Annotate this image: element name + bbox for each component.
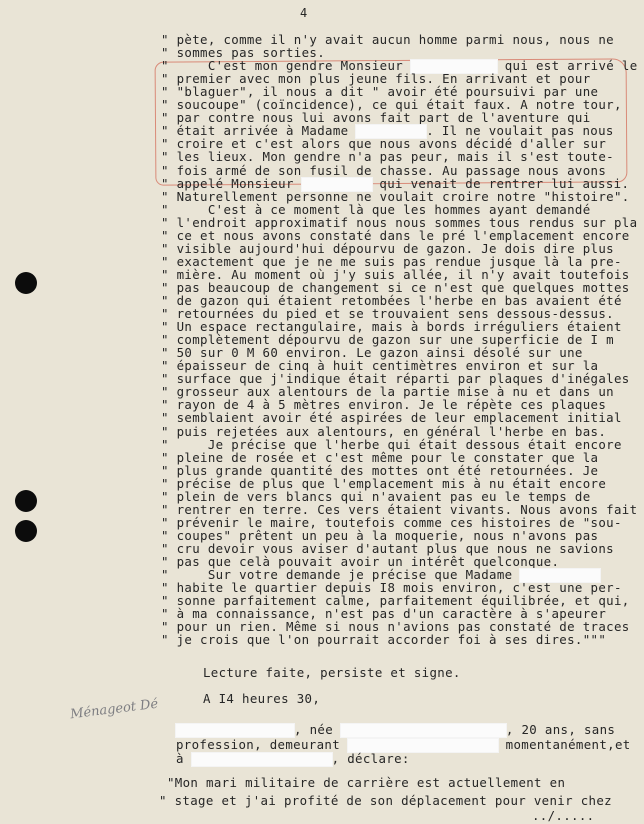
text-line: " sommes pas sorties. [161,45,326,61]
binder-hole-icon [15,520,37,542]
text-line: " fois armé de son fusil de chasse. Au passage nous avons [161,162,607,178]
text-line: " C'est mon gendre Monsieur qui est arrivé le [161,58,638,74]
text-line: " pleine de rosée et c'est même pour le constater que la [161,449,599,465]
text-line: " épaisseur de cinq à huit centimètres environ et sur la [161,358,599,374]
binder-hole-icon [15,272,37,294]
text-line: " coupes" prêtent un peu à la moquerie, nous n'avons pas [161,527,599,543]
text-line: " exactement que je ne me suis pas rendue jusque là la pre- [161,253,622,269]
text-line: " cru devoir vous aviser d'autant plus que nous ne savions [161,540,614,556]
text-line: " 50 sur 0 M 60 environ. Le gazon ainsi désolé sur une [161,345,583,361]
text-line: " par contre nous lui avons fait part de l'aventure qui [161,110,591,126]
text-line: " pas beaucoup de changement si ce n'est que quelques mottes [161,279,630,295]
text-line: " premier avec mon plus jeune fils. En arrivant et pour [161,71,591,87]
text-line: " soucoupe" (coïncidence), ce qui était faux. A notre tour, [161,97,622,113]
text-line: " Je précise que l'herbe qui était dessous était encore [161,436,622,452]
redaction-box [176,724,294,737]
redaction-box [192,753,332,766]
text-line: " visible aujourd'hui dépourvu de gazon. Je dois dire plus [161,240,614,256]
text-line: " l'endroit approximatif nous nous sommes tous rendus sur pla [161,214,638,230]
continuation-line: " stage et j'ai profité de son déplacement pour venir chez [159,793,612,808]
text-line: " ce et nous avons constaté dans le pré l'emplacement encore [161,227,630,243]
redaction-box [341,724,506,737]
text-line: " prévenir le maire, toutefois comme ces histoires de "sou- [161,514,622,530]
deposition-line: à , déclare: [176,751,410,766]
text-line: " croire et c'est alors que nous avons décidé d'aller sur [161,136,607,152]
text-line: " C'est à ce moment là que les hommes ayant demandé [161,201,591,217]
binder-hole-icon [15,490,37,512]
text-line: " puis rejetées aux alentours, en général l'herbe en bas. [161,423,607,439]
text-line: " Sur votre demande je précise que Madame [161,567,600,583]
closing-line: Lecture faite, persiste et signe. [203,665,461,680]
text-line: " les lieux. Mon gendre n'a pas peur, mais il s'est toute- [161,149,614,165]
text-line: " grosseur aux alentours de la partie mise à nu et dans un [161,384,614,400]
continuation-line: "Mon mari militaire de carrière est actuellement en [167,775,566,790]
text-line: " appelé Monsieur qui venait de rentrer lui aussi. [161,175,630,191]
text-line: " sonne parfaitement calme, parfaitement équilibrée, et qui, [161,593,630,609]
text-line: " plus grande quantité des mottes ont été retournées. Je [161,462,599,478]
text-line: " Un espace rectangulaire, mais à bords irréguliers étaient [161,319,622,335]
text-line: " précise de plus que l'emplacement mis à nu était encore [161,475,607,491]
text-line: " Naturellement personne ne voulait croire notre "histoire". [161,188,630,204]
text-line: " surface que j'indique était réparti par plaques d'inégales [161,371,630,387]
text-line: " à ma connaissance, n'est pas d'un caractère à s'apeurer [161,606,607,622]
redaction-box [348,739,498,752]
page-number: 4 [300,6,308,20]
text-line: " mière. Au moment où j'y suis allée, il n'y avait toutefois [161,266,630,282]
continuation-line: ../..... [532,808,595,823]
text-line: " semblaient avoir été aspirées de leur emplacement initial [161,410,622,426]
text-line: " retournées du pied et se trouvaient sens dessous-dessus. [161,306,614,322]
handwritten-note: Ménageot Dé [69,696,160,723]
time-line: A I4 heures 30, [203,691,321,706]
text-line: " de gazon qui étaient retombées l'herbe en bas avaient été [161,293,622,308]
text-line: " rayon de 4 à 5 mètres environ. Je le répète ces plaques [161,397,607,413]
text-line: " habite le quartier depuis I8 mois environ, c'est une per- [161,580,622,596]
text-line: " je crois que l'on pourrait accorder foi à ses dires.""" [161,632,607,648]
text-line: " pète, comme il n'y avait aucun homme parmi nous, nous ne [161,32,614,47]
text-line: " rentrer en terre. Ces vers étaient vivants. Nous avons fait [161,501,638,517]
text-line: " pas que celà pouvait avoir un intérêt quelconque. [161,554,560,569]
deposition-line: profession, demeurant momentanément,et [176,736,631,752]
text-line: " pour un rien. Même si nous n'avions pas constaté de traces [161,619,630,635]
deposition-line: , née , 20 ans, sans [176,722,615,738]
text-line: " "blaguer", il nous a dit " avoir été poursuivi par une [161,84,599,100]
text-line: " était arrivée à Madame . Il ne voulait pas nous [161,123,614,139]
text-line: " plein de vers blancs qui n'avaient pas eu le temps de [161,488,591,504]
text-line: " complètement dépourvu de gazon sur une superficie de I m [161,332,614,348]
